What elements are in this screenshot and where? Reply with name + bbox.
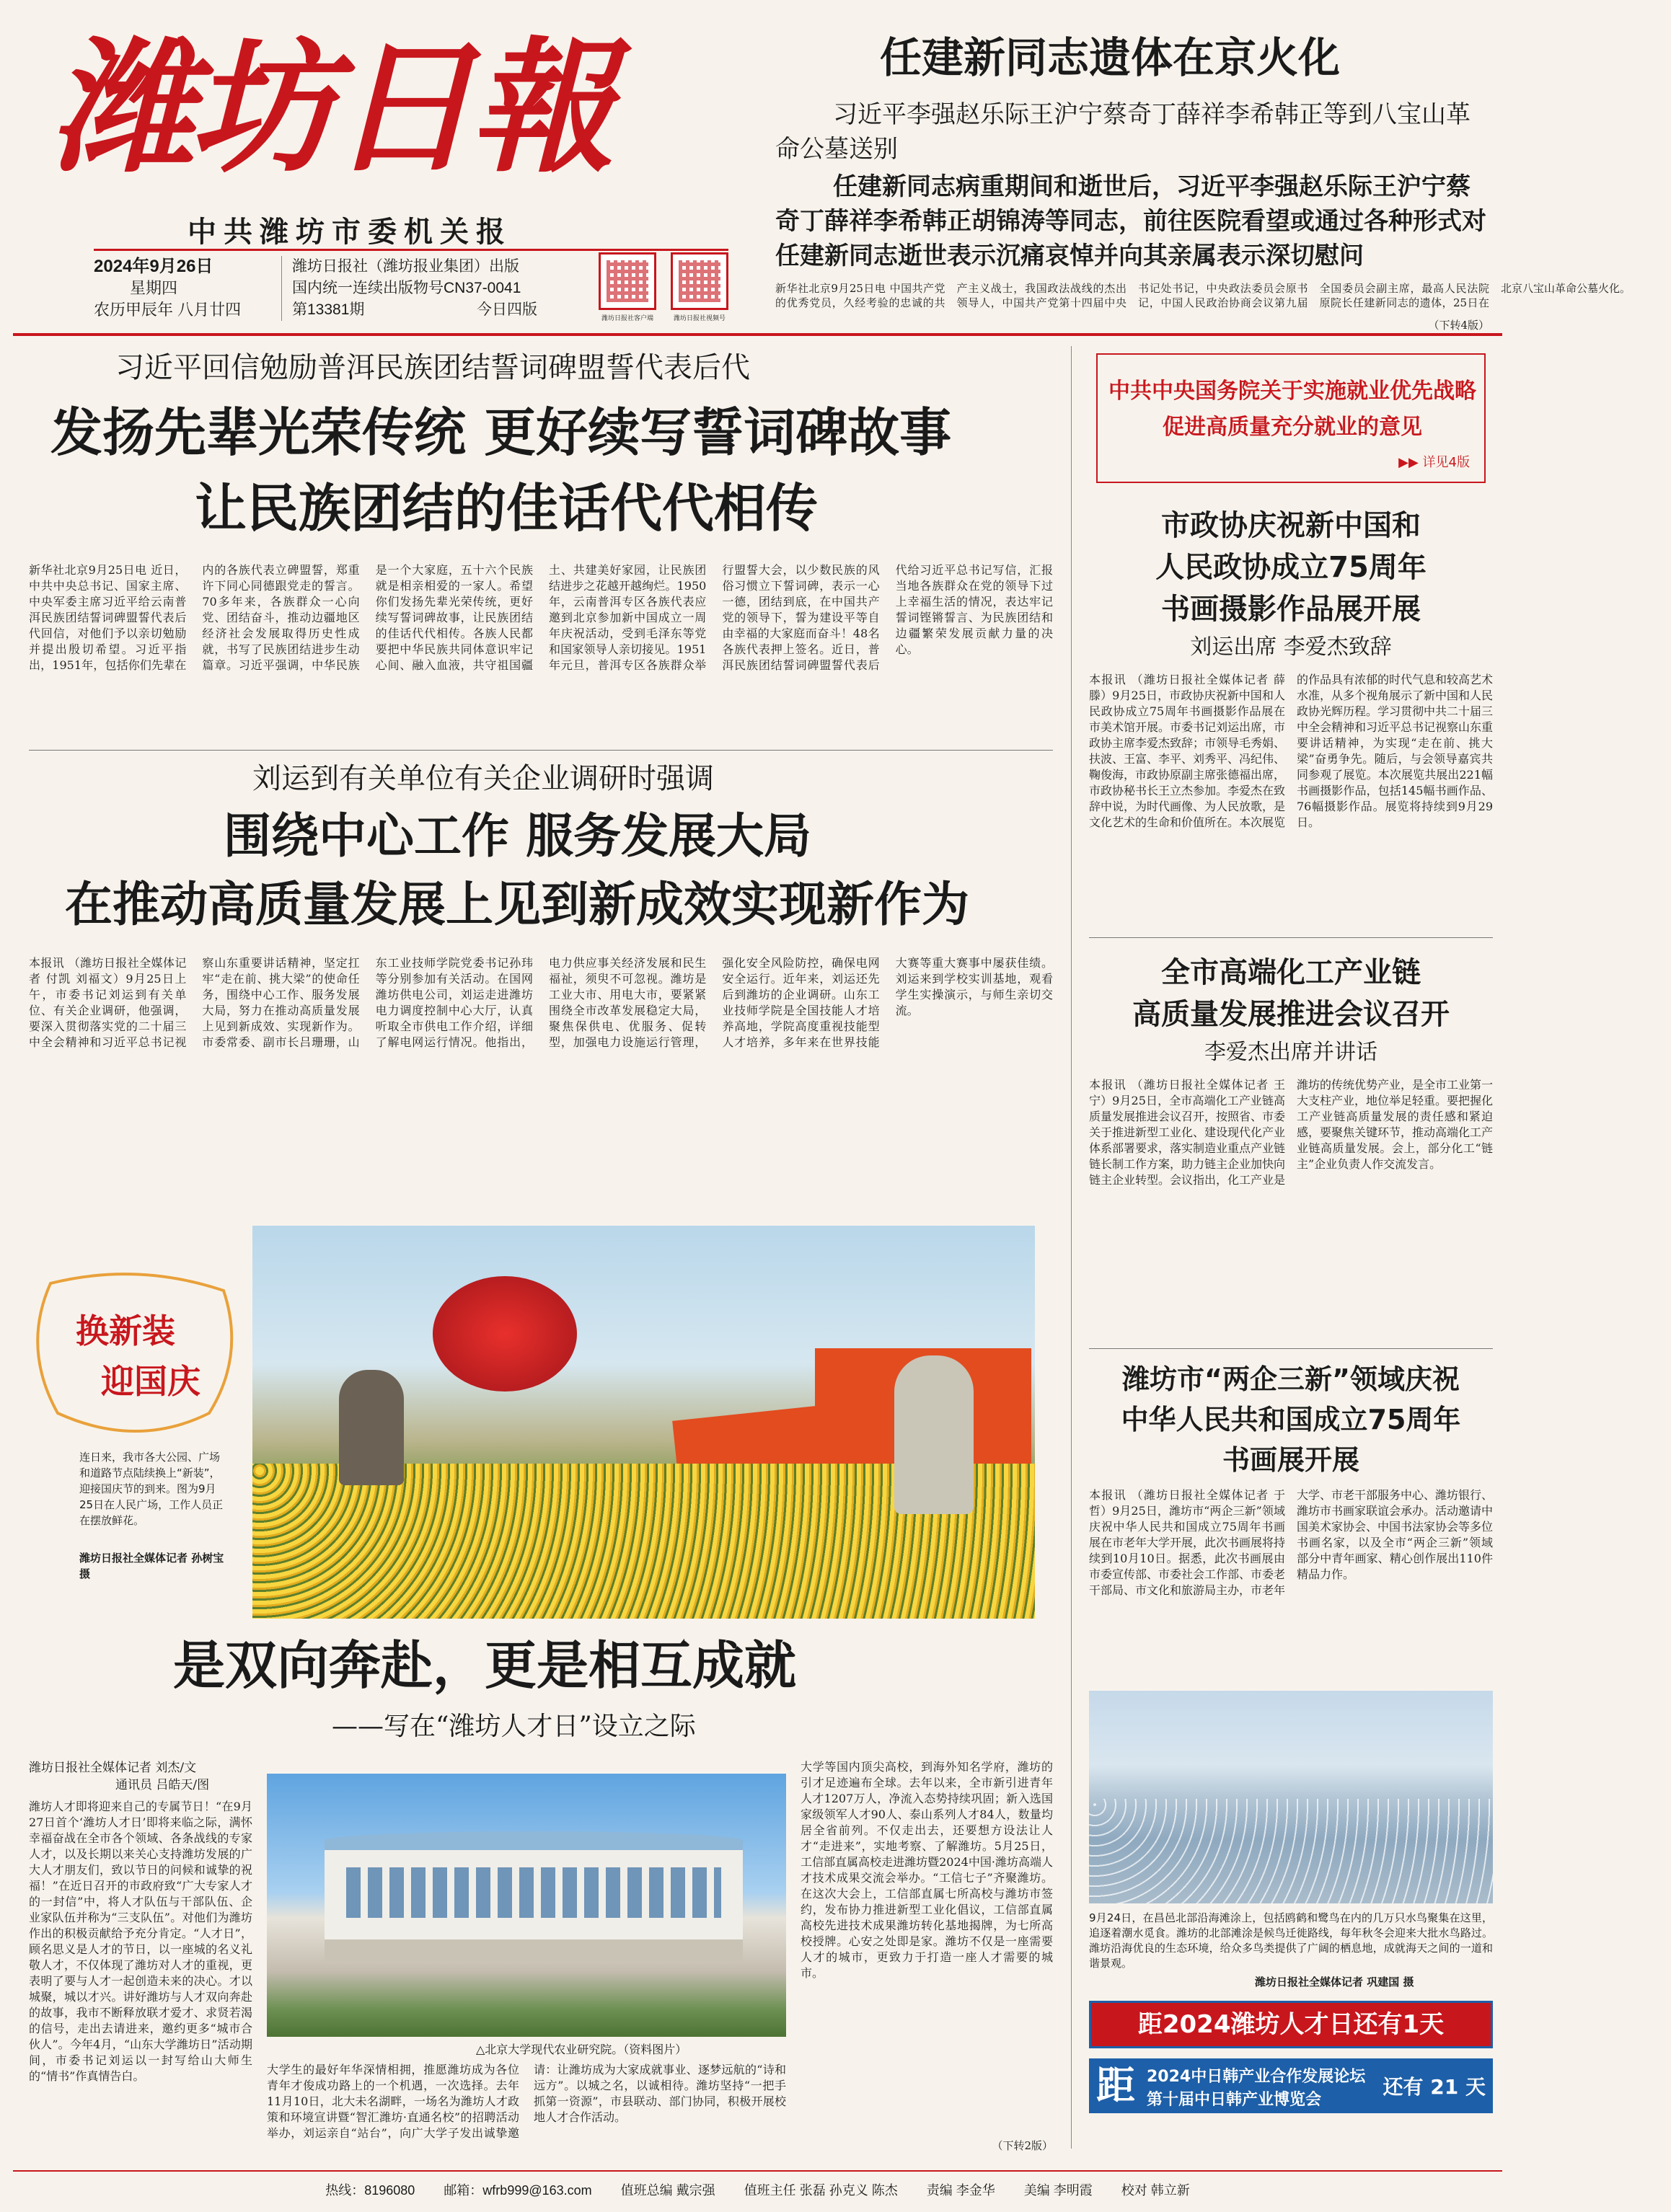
divider — [1089, 1348, 1493, 1349]
masthead-subtitle: 中共潍坊市委机关报 — [188, 216, 512, 249]
talent-day-countdown[interactable] — [1089, 2001, 1493, 2048]
top-story — [775, 29, 1631, 332]
cn-number: 国内统一连续出版物号CN37-0041 — [292, 280, 521, 296]
right1-body: 本报讯 （潍坊日报社全媒体记者 薛滕）9月25日，市政协庆祝新中国和人民政协成立75周年书画摄影作品展在市美术馆开展。市委书记刘运出席，市政协主席李爱杰致辞；市领导毛秀娟、扶波、王富、李平、刘秀平、冯纪伟、鞠俊海，市政协原副主席张德福出席，市政协秘书长王立杰参加。李爱杰在致辞中说，为时代画像、为人民放歌，是文化艺术的生命和价值所在。本次展览的作品具有浓郁的时代气息和较高艺术水准，从多个视角展示了新中国和人民政协光辉历程。学习贯彻中共二十届三中全会精神和习近平总书记视察山东重要讲话精神，为实现“走在前、挑大梁”奋勇争先。随后，与会领导嘉宾共同参观了展览。本次展览共展出221幅书画摄影作品，包括145幅书画作品、76幅摄影作品。展览将持续到9月29日。 — [1089, 673, 1494, 829]
top-rule — [13, 333, 1502, 336]
wetland-credit: 潍坊日报社全媒体记者 巩建国 摄 — [1255, 1976, 1414, 1988]
qr-label: 潍坊日报社客户端 — [601, 315, 653, 322]
weekday: 星期四 — [130, 279, 178, 297]
qr-code-video[interactable] — [671, 252, 728, 310]
right1-headline2: 人民政协成立75周年 — [1155, 551, 1427, 584]
footer-director: 值班主任 张磊 孙克义 陈杰 — [744, 2183, 898, 2198]
photo-caption: 连日来，我市各大公园、广场和道路节点陆续换上“新装”，迎接国庆节的到来。图为9月25日在人民广场，工作人员正在摆放鲜花。 — [79, 1451, 224, 1527]
footer-proof: 校对 韩立新 — [1121, 2183, 1190, 2198]
footer-chief: 值班总编 戴宗强 — [620, 2183, 715, 2198]
talent-day-label: 距2024潍坊人才日还有1天 — [1137, 2010, 1445, 2039]
right1-headline: 市政协庆祝新中国和 — [1161, 509, 1421, 542]
right-story-3 — [1089, 1359, 1493, 1684]
divider — [29, 750, 1053, 751]
story2-headline2: 在推动高质量发展上见到新成效实现新作为 — [65, 877, 969, 932]
right2-headline: 全市高端化工产业链 — [1161, 956, 1421, 989]
right-story-1 — [1089, 505, 1493, 930]
top-story-deck2: 任建新同志病重期间和逝世后，习近平李强赵乐际王沪宁蔡奇丁薛祥李希韩正胡锦涛等同志，前往医院看望或通过各种形式对任建新同志逝世表示沉痛哀悼并向其亲属表示深切慰问 — [775, 172, 1486, 270]
story-2 — [29, 757, 1053, 1226]
top-story-body: 新华社北京9月25日电 中国共产党的优秀党员，久经考验的忠诚的共产主义战士，我国政法战线的杰出领导人，中国共产党第十四届中央书记处书记，中央政法委员会原书记，中国人民政治协商会议第九届全国委员会副主席，最高人民法院原院长任建新同志的遗体，25日在北京八宝山革命公墓火化。 — [775, 282, 1631, 309]
footer-rule — [13, 2170, 1502, 2172]
top-story-deck: 习近平李强赵乐际王沪宁蔡奇丁薛祥李希韩正等到八宝山革命公墓送别 — [775, 100, 1471, 164]
flower-photo — [252, 1226, 1035, 1619]
publish-info — [292, 256, 581, 321]
notice-title2: 促进高质量充分就业的意见 — [1163, 415, 1422, 440]
photo-credit: 潍坊日报社全媒体记者 孙树宝 摄 — [79, 1552, 224, 1580]
newspaper-logo: 潍坊日報 — [50, 23, 611, 193]
badge-line2: 迎国庆 — [101, 1362, 200, 1401]
date-block — [94, 256, 267, 321]
notice-title: 中共中央国务院关于实施就业优先战略 — [1108, 379, 1476, 404]
feature-body-right: 大学等国内顶尖高校，到海外知名学府，潍坊的引才足迹遍布全球。去年以来，全市新引进青年人才1207万人，净流入态势持续巩固；新入选国家级领军人才90人、泰山系列人才84人，数量均居全省前列。不仅走出去，还要想方设法让人才“走进来”，实地考察、了解潍坊。5月25日，工信部直属高校走进潍坊暨2024中国·潍坊高端人才技术成果交流会举办。“工信七子”齐聚潍坊。在这次大会上，工信部直属七所高校与潍坊市签约，发布协力推进新型工业化倡议，工信部直属高校先进技术成果潍坊转化基地揭牌，为七所高校授牌。心安之处即是家。潍坊不仅是一座需要人才的城市，更致力于打造一座人才需要的城市。 — [801, 1760, 1053, 1980]
top-story-jump[interactable]: （下转4版） — [1428, 319, 1489, 332]
feature-jump[interactable]: （下转2版） — [992, 2139, 1053, 2152]
top-story-headline: 任建新同志遗体在京火化 — [880, 33, 1341, 82]
divider — [1089, 937, 1493, 938]
feature-subhead: ——写在“潍坊人才日”设立之际 — [332, 1712, 696, 1741]
feature-body-left: 潍坊人才即将迎来自己的专属节日！“在9月27日首个‘潍坊人才日’即将来临之际，满怀幸福奋战在全市各个领域、各条战线的专家人才，以及长期以来关心支持潍坊发展的广大人才朋友们，致以节日的问候和诚挚的祝福！”在近日召开的市政府致“广大专家人才的一封信”中，将人才队伍与干部队伍、企业家队伍并称为“三支队伍”。对他们为潍坊作出的积极贡献给予充分肯定。“人才日”，顾名思义是人才的节日，以一座城的名义礼敬人才，不仅体现了潍坊对人才的重视，更表明了要与人才一起创造未来的决心。才以城聚，城以才兴。讲好潍坊与人才双向奔赴的故事，我市不断释放联才爱才、求贤若渴的信号，走出去请进来，邀约更多“城市合伙人”。今年4月，“山东大学潍坊日”活动期间，市委书记刘运以一封写给山大师生的“情书”作真情告白。 — [29, 1800, 252, 2083]
right2-headline2: 高质量发展推进会议召开 — [1132, 998, 1450, 1031]
worker-figure — [339, 1370, 404, 1485]
institute-photo — [267, 1774, 786, 2037]
forum-line2: 第十届中日韩产业博览会 — [1147, 2091, 1322, 2109]
page-count: 今日四版 — [477, 301, 537, 318]
right1-headline3: 书画摄影作品展开展 — [1161, 593, 1421, 626]
arrow-right-icon: ▶▶ — [1398, 455, 1419, 470]
right-story-2 — [1089, 952, 1493, 1341]
notice-jump-label: 详见4版 — [1422, 455, 1470, 470]
right3-body: 本报讯 （潍坊日报社全媒体记者 于哲）9月25日，潍坊市“两企三新”领域庆祝中华人民共和国成立75周年书画展在市老年大学开展，此次书画展将持续到10月10日。据悉，此次书画展由市委宣传部、市委社会工作部、市委老干部局、市文化和旅游局主办，市老年大学、市老干部服务中心、潍坊银行、潍坊市书画家联谊会承办。活动邀请中国美术家协会、中国书法家协会等多位书画名家，以及全市“两企三新”领域部分中青年画家、精心创作展出110件精品力作。 — [1089, 1488, 1494, 1597]
column-divider — [1071, 346, 1072, 2149]
right1-sub: 刘运出席 李爱杰致辞 — [1190, 634, 1392, 660]
windows-icon — [346, 1867, 721, 1918]
story1-headline: 发扬先辈光荣传统 更好续写誓词碑故事 — [50, 402, 952, 463]
worker-figure — [894, 1355, 974, 1514]
story1-headline2: 让民族团结的佳话代代相传 — [195, 478, 819, 539]
forum-line1: 2024中日韩产业合作发展论坛 — [1147, 2068, 1366, 2086]
forum-prefix: 距 — [1096, 2063, 1135, 2108]
story1-body: 新华社北京9月25日电 近日，中共中央总书记、国家主席、中央军委主席习近平给云南普洱民族团结誓词碑盟誓代表后代回信，对他们予以亲切勉励并提出殷切希望。习近平指出，1951年，包括你们先辈在内的各族代表立碑盟誓，郑重许下同心同德跟党走的誓言。70多年来，各族群众一心向党、团结奋斗，推动边疆地区经济社会发展取得历史性成就，书写了民族团结进步生动篇章。习近平强调，中华民族是一个大家庭，五十六个民族就是相亲相爱的一家人。希望你们发扬先辈光荣传统，更好续写誓词碑故事，让民族团结的佳话代代相传。各族人民都要把中华民族共同体意识牢记心间、融入血液，共守祖国疆土、共建美好家园，让民族团结进步之花越开越绚烂。1950年，云南普洱专区各族代表应邀到北京参加新中国成立一周年庆祝活动，受到毛泽东等党和国家领导人亲切接见。1951年元旦，普洱专区各族群众举行盟誓大会，以少数民族的风俗习惯立下誓词碑，表示一心一德，团结到底，在中国共产党的领导下，誓为建设平等自由幸福的大家庭而奋斗！48名各族代表押上签名。近日，普洱民族团结誓词碑盟誓代表后代给习近平总书记写信，汇报当地各族群众在党的领导下过上幸福生活的情况，表达牢记誓词铿锵誓言、为民族团结和边疆繁荣发展贡献力量的决心。 — [29, 563, 1053, 672]
feature-byline: 潍坊日报社全媒体记者 刘杰/文 — [29, 1761, 197, 1775]
badge-line1: 换新装 — [76, 1311, 175, 1350]
footer-designer: 美编 李明霞 — [1023, 2183, 1093, 2198]
story2-kicker: 刘运到有关单位有关企业调研时强调 — [252, 762, 714, 795]
qr-code-app[interactable] — [599, 252, 656, 310]
right2-sub: 李爱杰出席并讲话 — [1204, 1040, 1377, 1065]
story-1 — [29, 346, 1053, 750]
issue-number: 第13381期 — [292, 301, 365, 318]
masthead-rule — [94, 249, 728, 251]
forum-countdown[interactable] — [1089, 2058, 1493, 2113]
right3-headline3: 书画展开展 — [1222, 1444, 1359, 1476]
qr-label: 潍坊日报社视频号 — [673, 315, 726, 322]
forum-days: 还有 21 天 — [1383, 2075, 1486, 2099]
birds-icon — [1089, 1799, 1493, 1903]
wetland-caption: 9月24日，在昌邑北部沿海滩涂上，包括鸥鹤和鹭鸟在内的几万只水鸟聚集在这里，追逐着潮水觅食。潍坊的北部滩涂是候鸟迁徙路线，每年秋冬会迎来大批水鸟路过。潍坊沿海优良的生态环境，给众多鸟类提供了广阔的栖息地，成就海天之间的一道和谐景观。 — [1089, 1911, 1493, 1970]
feature-story — [29, 1622, 1053, 2156]
notice-box[interactable] — [1096, 353, 1486, 483]
feature-byline2: 通讯员 吕皓天/图 — [115, 1778, 210, 1792]
footer-editor: 责编 李金华 — [926, 2183, 995, 2198]
divider — [281, 256, 282, 321]
roof-icon — [325, 1831, 743, 1850]
footer — [0, 2177, 1515, 2206]
right3-headline2: 中华人民共和国成立75周年 — [1121, 1404, 1461, 1435]
issue-date: 2024年9月26日 — [94, 257, 213, 276]
footer-email[interactable]: 邮箱：wfrb999@163.com — [444, 2183, 592, 2198]
publisher: 潍坊日报社（潍坊报业集团）出版 — [292, 258, 519, 275]
institute-photo-caption: △北京大学现代农业研究院。（资料图片） — [476, 2043, 687, 2056]
lunar-date: 农历甲辰年 八月廿四 — [94, 301, 242, 319]
footer-hotline: 热线：8196080 — [325, 2183, 415, 2198]
story2-body: 本报讯 （潍坊日报社全媒体记者 付凯 刘福文）9月25日上午，市委书记刘运到有关单位、有关企业调研，他强调，要深入贯彻落实党的二十届三中全会精神和习近平总书记视察山东重要讲话精神，坚定扛牢“走在前、挑大梁”的使命任务，围绕中心工作、服务发展大局，努力在推动高质量发展上见到新成效、实现新作为。市委常委、副市长吕珊珊，山东工业技师学院党委书记孙玮等分别参加有关活动。在国网潍坊供电公司，刘运走进潍坊电力调度控制中心大厅，认真听取全市供电工作介绍，详细了解电网运行情况。他指出，电力供应事关经济发展和民生福祉，须臾不可忽视。潍坊是工业大市、用电大市，要紧紧围绕全市改革发展稳定大局，聚焦保供电、优服务、促转型，加强电力设施运行管理，强化安全风险防控，确保电网安全运行。近年来，刘运还先后到潍坊的企业调研。山东工业技师学院是全国技能人才培养高地，学院高度重视技能型人才培养，多年来在世界技能大赛等重大赛事中屡获佳绩。刘运来到学校实训基地，观看学生实操演示，与师生亲切交流。 — [29, 956, 1053, 1049]
red-lantern-icon — [433, 1276, 577, 1392]
story2-headline: 围绕中心工作 服务发展大局 — [224, 808, 811, 864]
right2-body: 本报讯 （潍坊日报社全媒体记者 王宁）9月25日，全市高端化工产业链高质量发展推进会议召开，按照省、市委关于推进新型工业化、建设现代化产业体系部署要求，落实制造业重点产业链链长制工作方案，助力链主企业加快向链主企业转型。会议指出，化工产业是潍坊的传统优势产业，是全市工业第一大支柱产业，地位举足轻重。要把握化工产业链高质量发展的责任感和紧迫感，要聚焦关键环节，推动高端化工产业链高质量发展。会上，部分化工“链主”企业负责人作交流发言。 — [1089, 1078, 1494, 1187]
feature-headline: 是双向奔赴，更是相互成就 — [173, 1635, 797, 1696]
notice-jump[interactable] — [1398, 452, 1470, 471]
wetland-photo — [1089, 1691, 1493, 1903]
feature-body-mid: 大学生的最好年华深情相拥，推愿潍坊成为各位青年才俊成功路上的一个机遇，一次选择。去年11月10日，北大未名湖畔，一场名为潍坊人才政策和环境宣讲暨“智汇潍坊·直通名校”的招聘活动举办，刘运亲自“站台”，向广大学子发出诚挚邀请：让潍坊成为大家成就事业、逐梦远航的“诗和远方”。以城之名，以诚相待。潍坊坚持“一把手抓第一资源”，市县联动、部门协同，积极开展校地人才合作活动。 — [267, 2063, 786, 2140]
story1-kicker: 习近平回信勉励普洱民族团结誓词碑盟誓代表后代 — [115, 351, 750, 384]
right3-headline: 潍坊市“两企三新”领域庆祝 — [1122, 1363, 1460, 1395]
